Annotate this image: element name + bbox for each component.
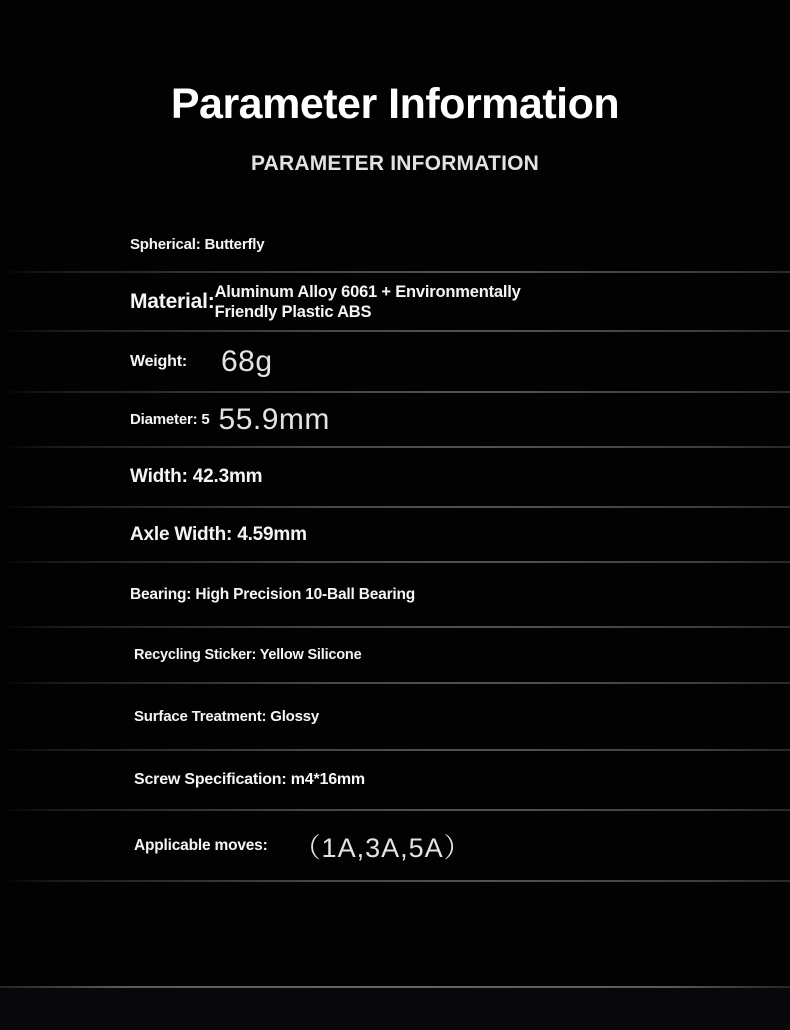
spec-row-bearing bbox=[130, 562, 790, 627]
spec-label: Spherical: Butterfly bbox=[130, 235, 265, 253]
spec-row-material bbox=[130, 272, 790, 331]
spec-label: Axle Width: 4.59mm bbox=[130, 523, 307, 545]
page-subtitle: PARAMETER INFORMATION bbox=[250, 152, 540, 175]
spec-value: Aluminum Alloy 6061 + Environmentally Friendly Plastic ABS bbox=[214, 282, 521, 321]
divider bbox=[0, 880, 790, 882]
spec-row-surface-treatment bbox=[134, 683, 790, 750]
spec-label: Width: 42.3mm bbox=[130, 466, 263, 487]
spec-row-applicable-moves bbox=[134, 810, 790, 881]
spec-label: Diameter: 5 bbox=[130, 411, 210, 428]
spec-value: 55.9mm bbox=[218, 402, 330, 436]
footer-band bbox=[0, 988, 790, 1030]
page-title: Parameter Information bbox=[170, 80, 620, 128]
spec-label: Recycling Sticker: Yellow Silicone bbox=[134, 647, 362, 663]
spec-label: Weight: bbox=[130, 352, 187, 370]
spec-label: Applicable moves: bbox=[134, 836, 268, 854]
spec-row-width bbox=[130, 447, 790, 507]
spec-label: Screw Specification: m4*16mm bbox=[134, 771, 365, 788]
spec-value: （1A,3A,5A） bbox=[293, 833, 472, 863]
spec-value: 68g bbox=[220, 344, 273, 378]
spec-label: Bearing: High Precision 10-Ball Bearing bbox=[130, 585, 416, 603]
spec-row-screw-spec bbox=[134, 750, 790, 810]
spec-row-spherical bbox=[130, 216, 790, 272]
spec-label: Surface Treatment: Glossy bbox=[134, 708, 320, 725]
spec-row-weight bbox=[130, 331, 790, 392]
spec-row-diameter bbox=[130, 392, 790, 447]
spec-label: Material: bbox=[130, 289, 215, 313]
spec-row-axle-width bbox=[130, 507, 790, 562]
spec-row-recycling-sticker bbox=[134, 627, 790, 683]
